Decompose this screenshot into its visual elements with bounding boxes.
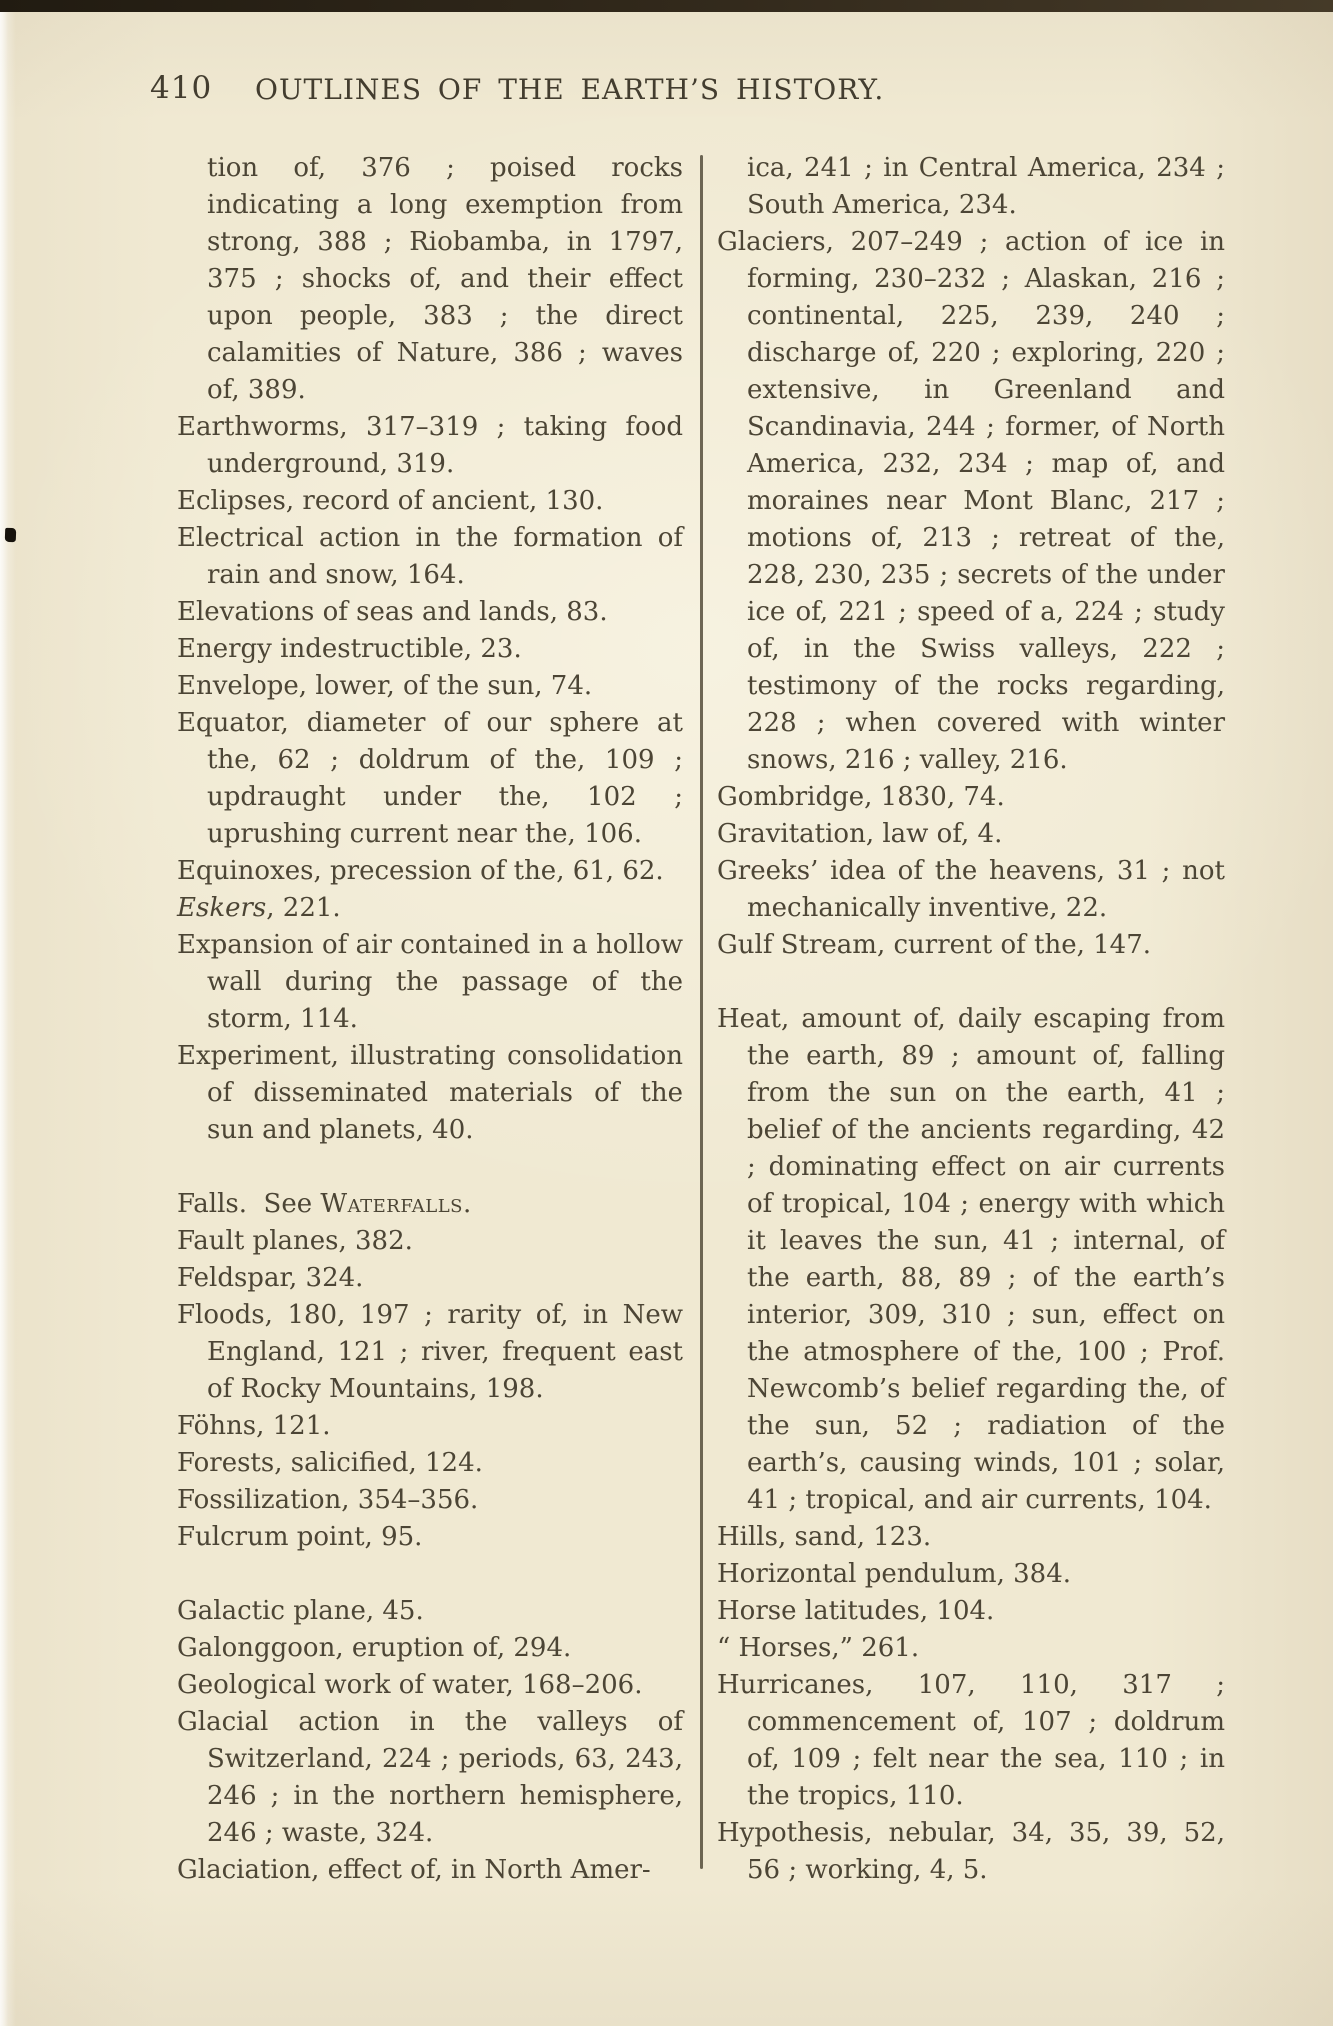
index-entry — [177, 927, 683, 1038]
italic-term: Eskers — [177, 893, 267, 923]
index-entry — [177, 1667, 683, 1704]
entry-text: Föhns, 121. — [177, 1411, 331, 1441]
index-entry — [717, 1815, 1225, 1889]
entry-text: Fulcrum point, 95. — [177, 1522, 423, 1552]
index-entry — [177, 1445, 683, 1482]
entry-text: Geological work of water, 168–206. — [177, 1670, 643, 1700]
entry-text: tion of, 376 ; poised rocks indicating a long exemption from strong, 388 ; Riobamba, in 1797, 375 ; shocks of, and their effect upon people, 383 ; the direct calamities of Nature, 386 ; waves of, 389. — [207, 153, 683, 405]
index-entry — [177, 705, 683, 853]
entry-text: Eclipses, record of ancient, 130. — [177, 486, 604, 516]
index-entry — [177, 1297, 683, 1408]
entry-text: Hills, sand, 123. — [717, 1522, 932, 1552]
index-entry — [177, 150, 683, 409]
entry-text: Fault planes, 382. — [177, 1226, 413, 1256]
entry-text: Gombridge, 1830, 74. — [717, 782, 1005, 812]
running-title: OUTLINES OF THE EARTH’S HISTORY. — [255, 73, 885, 106]
index-column-right — [717, 150, 1225, 1889]
entry-text: Electrical action in the formation of rain and snow, 164. — [177, 523, 683, 590]
index-entry — [177, 1260, 683, 1297]
index-entry — [717, 1519, 1225, 1556]
index-entry — [717, 853, 1225, 927]
index-entry — [177, 1630, 683, 1667]
entry-text: Heat, amount of, daily escaping from the earth, 89 ; amount of, falling from the sun on the earth, 41 ; belief of the ancients regarding, 42 ; dominating effect on air currents of tropical, 104 ; energy with which it leaves the sun, 41 ; internal, of the earth, 88, 89 ; of the earth’s interior, 309, 310 ; sun, effect on the atmosphere of the, 100 ; Prof. Newcomb’s belief regarding the, of the sun, 52 ; radiation of the earth’s, causing winds, 101 ; solar, 41 ; tropical, and air currents, 104. — [717, 1004, 1225, 1515]
entry-text: Glaciers, 207–249 ; action of ice in forming, 230–232 ; Alaskan, 216 ; continental, 225, 239, 240 ; discharge of, 220 ; exploring, 220 ; extensive, in Greenland and Scandinavia, 244 ; former, of North America, 232, 234 ; map of, and moraines near Mont Blanc, 217 ; motions of, 213 ; retreat of the, 228, 230, 235 ; secrets of the under ice of, 221 ; speed of a, 224 ; study of, in the Swiss valleys, 222 ; testimony of the rocks regarding, 228 ; when covered with winter snows, 216 ; valley, 216. — [717, 227, 1225, 775]
entry-text: Glaciation, effect of, in North Amer- — [177, 1855, 651, 1885]
entry-text: Galonggoon, eruption of, 294. — [177, 1633, 572, 1663]
index-entry — [177, 1408, 683, 1445]
index-entry — [717, 779, 1225, 816]
index-entry — [177, 853, 683, 890]
entry-text: Falls. See — [177, 1189, 321, 1219]
index-entry — [717, 1667, 1225, 1815]
index-entry — [177, 1852, 683, 1889]
entry-text: Envelope, lower, of the sun, 74. — [177, 671, 593, 701]
entry-text: Equinoxes, precession of the, 61, 62. — [177, 856, 664, 886]
entry-text: Equator, diameter of our sphere at the, 62 ; doldrum of the, 109 ; updraught under the, 102 ; uprushing current near the, 106. — [177, 708, 683, 849]
index-entry — [177, 1223, 683, 1260]
index-column-left — [177, 150, 683, 1889]
ink-mark — [5, 528, 16, 542]
index-entry — [717, 224, 1225, 779]
index-entry — [177, 668, 683, 705]
index-entry — [177, 890, 683, 927]
entry-text: “ Horses,” 261. — [717, 1633, 920, 1663]
entry-text: Energy indestructible, 23. — [177, 634, 522, 664]
entry-text: Elevations of seas and lands, 83. — [177, 597, 608, 627]
index-entry — [177, 409, 683, 483]
entry-text: Fossilization, 354–356. — [177, 1485, 479, 1515]
index-entry — [177, 1519, 683, 1556]
index-entry — [177, 483, 683, 520]
scan-left-edge — [0, 12, 8, 2026]
entry-text: Feldspar, 324. — [177, 1263, 364, 1293]
index-entry — [717, 150, 1225, 224]
index-entry — [717, 1001, 1225, 1519]
entry-text: Floods, 180, 197 ; rarity of, in New England, 121 ; river, frequent east of Rocky Mountains, 198. — [177, 1300, 683, 1404]
entry-text: Greeks’ idea of the heavens, 31 ; not mechanically inventive, 22. — [717, 856, 1225, 923]
index-entry — [177, 631, 683, 668]
index-entry — [717, 1556, 1225, 1593]
column-divider — [700, 155, 703, 1869]
entry-text: Horizontal pendulum, 384. — [717, 1559, 1071, 1589]
index-entry — [717, 1593, 1225, 1630]
smallcaps-term: Waterfalls — [320, 1189, 464, 1219]
index-entry — [177, 1038, 683, 1149]
entry-text: Hurricanes, 107, 110, 317 ; commencement of, 107 ; doldrum of, 109 ; felt near the sea, 110 ; in the tropics, 110. — [717, 1670, 1225, 1811]
entry-text: Earthworms, 317–319 ; taking food underground, 319. — [177, 412, 683, 479]
index-entry — [177, 1482, 683, 1519]
entry-text: Hypothesis, nebular, 34, 35, 39, 52, 56 ; working, 4, 5. — [717, 1818, 1225, 1885]
entry-text: Gravitation, law of, 4. — [717, 819, 1003, 849]
index-entry — [177, 1593, 683, 1630]
entry-text: Expansion of air contained in a hollow wall during the passage of the storm, 114. — [177, 930, 683, 1034]
index-entry — [717, 1630, 1225, 1667]
entry-text: , 221. — [266, 893, 341, 923]
entry-text: Forests, salicified, 124. — [177, 1448, 483, 1478]
index-entry — [177, 1704, 683, 1852]
index-entry — [177, 1186, 683, 1223]
index-entry — [177, 520, 683, 594]
index-entry — [717, 816, 1225, 853]
entry-text: Galactic plane, 45. — [177, 1596, 424, 1626]
entry-text: Glacial action in the valleys of Switzerland, 224 ; periods, 63, 243, 246 ; in the northern hemisphere, 246 ; waste, 324. — [177, 1707, 683, 1848]
entry-text: Gulf Stream, current of the, 147. — [717, 930, 1152, 960]
page-number: 410 — [150, 70, 213, 106]
entry-text: ica, 241 ; in Central America, 234 ; South America, 234. — [747, 153, 1225, 220]
index-entry — [717, 927, 1225, 964]
entry-text: Experiment, illustrating consolidation of disseminated materials of the sun and planets, 40. — [177, 1041, 683, 1145]
index-entry — [177, 594, 683, 631]
scan-top-edge — [0, 0, 1333, 12]
entry-text: . — [463, 1189, 472, 1219]
entry-text: Horse latitudes, 104. — [717, 1596, 995, 1626]
